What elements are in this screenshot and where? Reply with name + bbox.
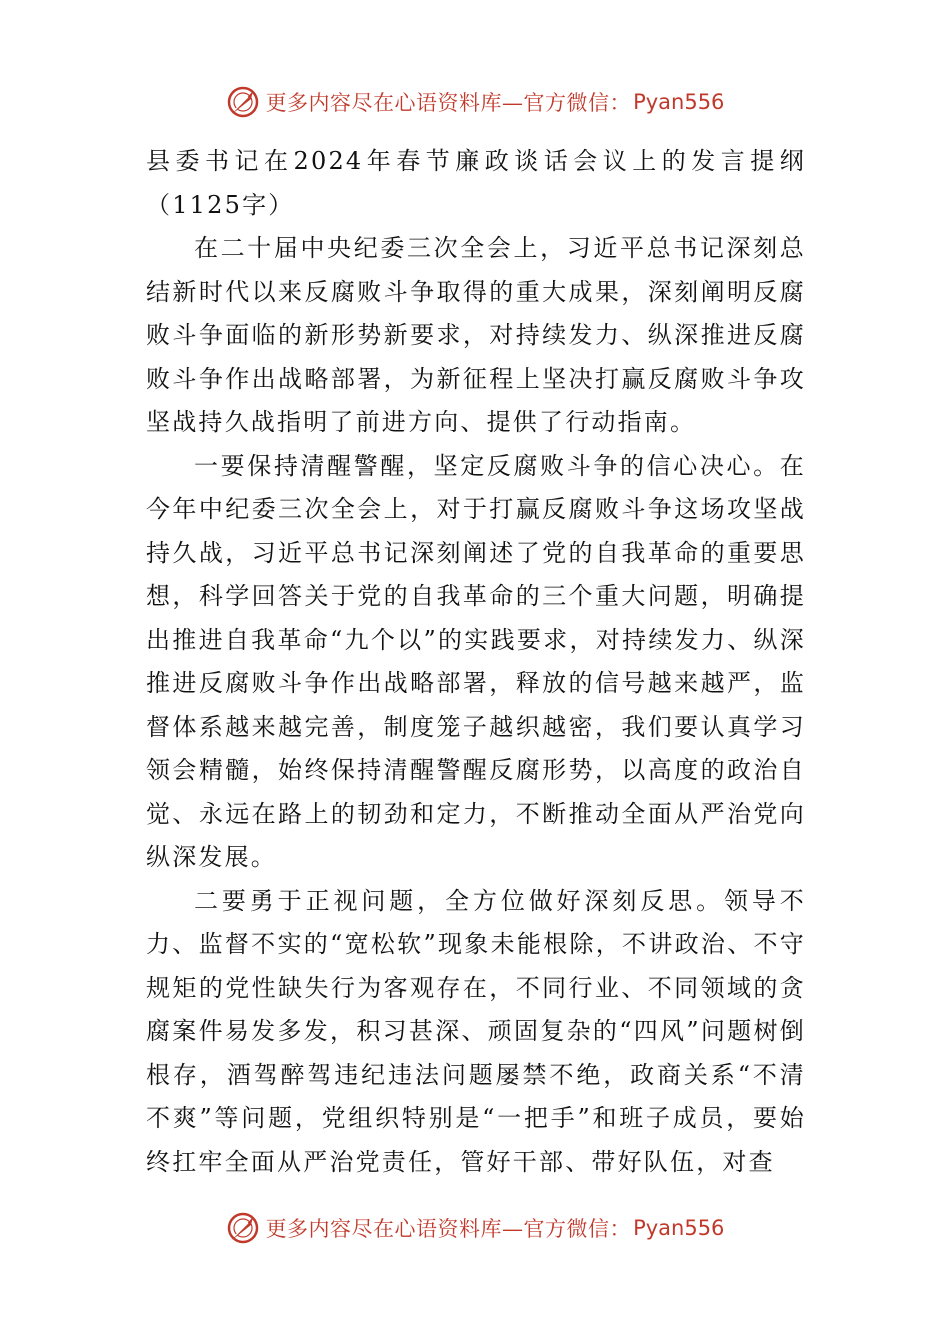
quill-logo-icon [226,85,260,119]
watermark-banner-top [0,82,950,122]
document-title: 县委书记在2024年春节廉政谈话会议上的发言提纲（1125字） [146,147,806,219]
watermark-text: 更多内容尽在心语资料库—官方微信： [265,1217,632,1241]
watermark-wechat-id: Pyan556 [633,1216,725,1240]
watermark-text: 更多内容尽在心语资料库—官方微信： [265,91,632,115]
paragraph-point-two: 二要勇于正视问题，全方位做好深刻反思。领导不力、监督不实的“宽松软”现象未能根除，不讲政治、不守规矩的党性缺失行为客观存在，不同行业、不同领域的贪腐案件易发多发，积习甚深、顽固复杂的“四风”问题树倒根存，酒驾醉驾违纪违法问题屡禁不绝，政商关系“不清不爽”等问题，党组织特别是“一把手”和班子成员，要始终扛牢全面从严治党责任，管好干部、带好队伍，对查 [146,886,806,1176]
quill-logo-icon [226,1211,260,1245]
document-body [146,140,806,1184]
watermark-wechat-id: Pyan556 [633,90,725,114]
watermark-banner-bottom [0,1208,950,1248]
paragraph-point-one: 一要保持清醒警醒，坚定反腐败斗争的信心决心。在今年中纪委三次全会上，对于打赢反腐败斗争这场攻坚战持久战，习近平总书记深刻阐述了党的自我革命的重要思想，科学回答关于党的自我革命的三个重大问题，明确提出推进自我革命“九个以”的实践要求，对持续发力、纵深推进反腐败斗争作出战略部署，释放的信号越来越严，监督体系越来越完善，制度笼子越织越密，我们要认真学习领会精髓，始终保持清醒警醒反腐形势，以高度的政治自觉、永远在路上的韧劲和定力，不断推动全面从严治党向纵深发展。 [146,451,806,871]
paragraph-intro: 在二十届中央纪委三次全会上，习近平总书记深刻总结新时代以来反腐败斗争取得的重大成果，深刻阐明反腐败斗争面临的新形势新要求，对持续发力、纵深推进反腐败斗争作出战略部署，为新征程上坚决打赢反腐败斗争攻坚战持久战指明了前进方向、提供了行动指南。 [146,234,806,436]
